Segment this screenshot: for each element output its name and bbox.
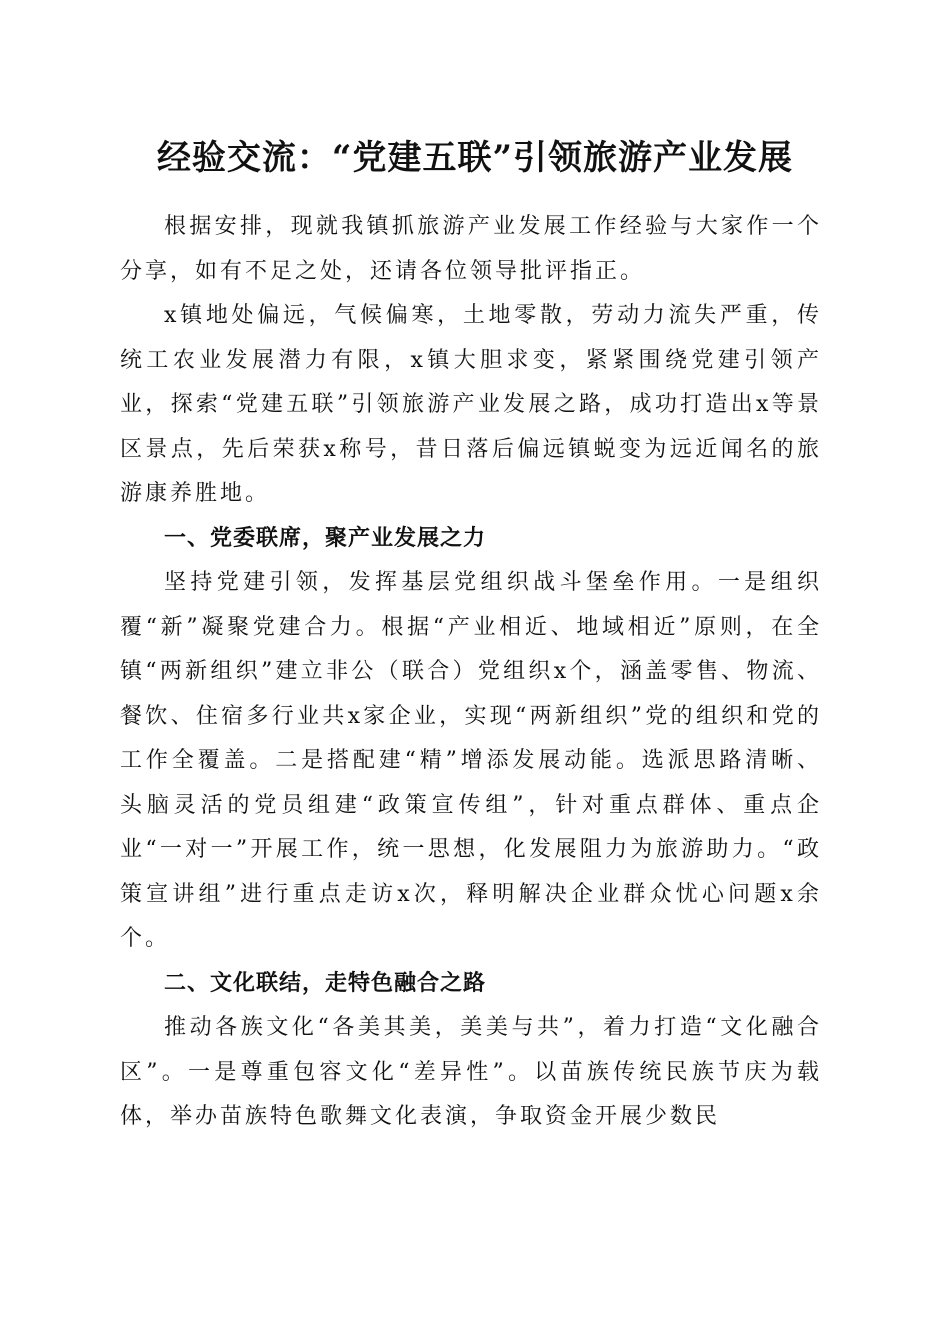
section-paragraph-2: 推动各族文化“各美其美，美美与共”，着力打造“文化融合区”。一是尊重包容文化“差异性”。以苗族传统民族节庆为载体，举办苗族特色歌舞文化表演，争取资金开展少数民 [120,1015,822,1129]
section-heading-2: 二、文化联结，走特色融合之路 [164,970,487,996]
intro-paragraph: 根据安排，现就我镇抓旅游产业发展工作经验与大家作一个分享，如有不足之处，还请各位领导批评指正。 [120,214,822,284]
document-title: 经验交流：“党建五联”引领旅游产业发展 [156,138,794,178]
background-paragraph: x镇地处偏远，气候偏寒，土地零散，劳动力流失严重，传统工农业发展潜力有限，x镇大胆求变，紧紧围绕党建引领产业，探索“党建五联”引领旅游产业发展之路，成功打造出x等景区景点，先后荣获x称号，昔日落后偏远镇蜕变为远近闻名的旅游康养胜地。 [120,303,822,506]
section-paragraph-1: 坚持党建引领，发挥基层党组织战斗堡垒作用。一是组织覆“新”凝聚党建合力。根据“产业相近、地域相近”原则，在全镇“两新组织”建立非公（联合）党组织x个，涵盖零售、物流、餐饮、住宿多行业共x家企业，实现“两新组织”党的组织和党的工作全覆盖。二是搭配建“精”增添发展动能。选派思路清晰、头脑灵活的党员组建“政策宣传组”，针对重点群体、重点企业“一对一”开展工作，统一思想，化发展阻力为旅游助力。“政策宣讲组”进行重点走访x次，释明解决企业群众忧心问题x余个。 [120,570,822,951]
section-heading-1: 一、党委联席，聚产业发展之力 [164,525,487,551]
document-body [120,205,822,1140]
